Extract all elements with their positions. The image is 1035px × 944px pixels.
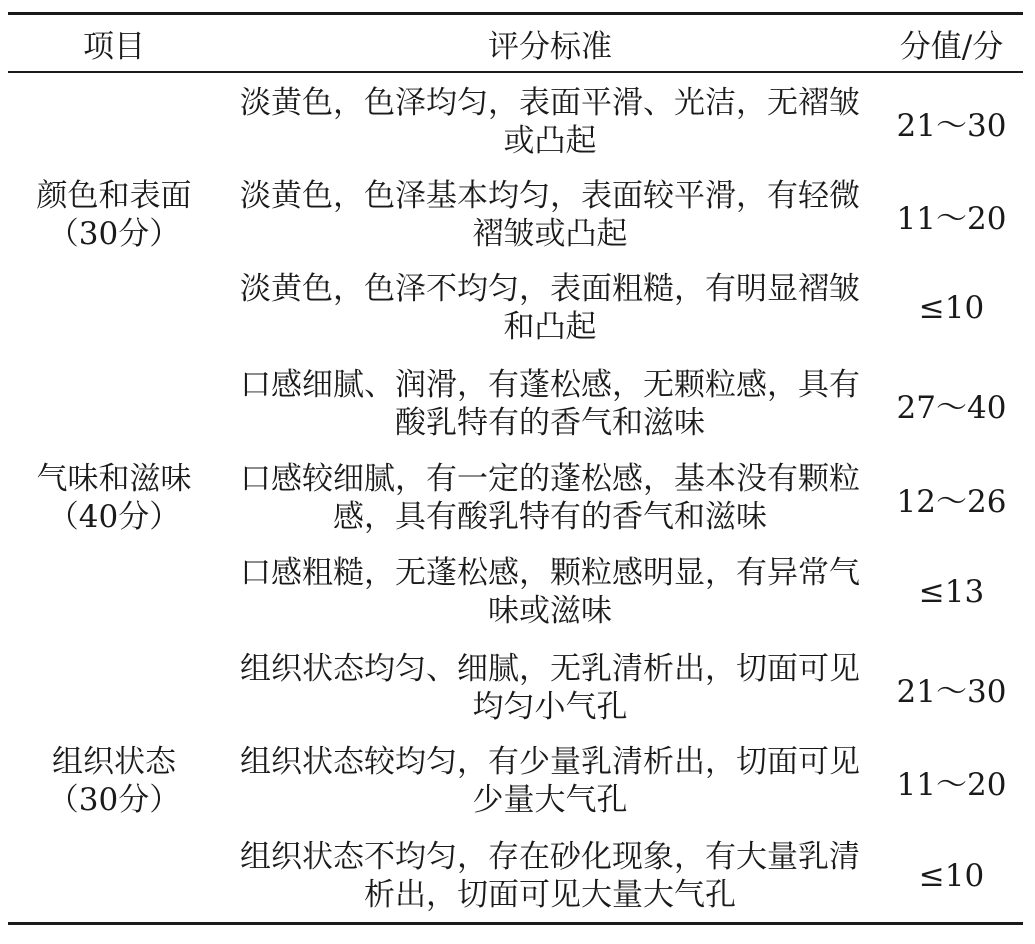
criteria-cell xyxy=(220,552,880,632)
criteria-text: 口感细腻、润滑，有蓬松感，无颗粒感，具有酸乳特有的香气和滋味 xyxy=(240,367,860,441)
criteria-cell xyxy=(220,268,880,348)
group-points: （30分） xyxy=(47,781,181,818)
score-cell: 12～26 xyxy=(896,483,1007,520)
group-name: 组织状态 xyxy=(52,743,176,780)
criteria-text: 组织状态不均匀，存在砂化现象，有大量乳清析出，切面可见大量大气孔 xyxy=(240,839,860,913)
criteria-cell xyxy=(220,836,880,916)
criteria-text: 口感粗糙，无蓬松感，颗粒感明显，有异常气味或滋味 xyxy=(240,555,860,629)
group-points: （30分） xyxy=(47,215,181,252)
group-label-texture xyxy=(8,639,220,922)
group-name: 气味和滋味 xyxy=(36,460,192,497)
score-cell: ≤10 xyxy=(918,290,985,326)
criteria-text: 组织状态均匀、细腻，无乳清析出，切面可见均匀小气孔 xyxy=(240,651,860,725)
criteria-cell xyxy=(220,648,880,728)
score-cell: ≤10 xyxy=(918,858,985,894)
table-bottom-rule xyxy=(8,922,1023,925)
criteria-cell xyxy=(220,364,880,444)
criteria-cell xyxy=(220,175,880,255)
header-item: 项目 xyxy=(83,28,145,65)
header-score: 分值/分 xyxy=(899,28,1004,65)
header-criteria: 评分标准 xyxy=(488,28,612,65)
score-cell: 21～30 xyxy=(896,107,1007,144)
score-cell: 27～40 xyxy=(896,389,1007,426)
group-points: （40分） xyxy=(47,498,181,535)
criteria-text: 淡黄色，色泽基本均匀，表面较平滑，有轻微褶皱或凸起 xyxy=(240,178,860,252)
criteria-cell xyxy=(220,82,880,162)
score-cell: 21～30 xyxy=(896,673,1007,710)
group-label-odor-taste xyxy=(8,356,220,639)
criteria-cell xyxy=(220,458,880,538)
score-cell: ≤13 xyxy=(918,574,985,610)
score-cell: 11～20 xyxy=(896,200,1007,237)
group-label-color-surface xyxy=(8,73,220,356)
criteria-text: 淡黄色，色泽不均匀，表面粗糙，有明显褶皱和凸起 xyxy=(240,271,860,345)
group-name: 颜色和表面 xyxy=(36,177,192,214)
score-cell: 11～20 xyxy=(896,766,1007,803)
criteria-text: 组织状态较均匀，有少量乳清析出，切面可见少量大气孔 xyxy=(240,744,860,818)
criteria-text: 淡黄色，色泽均匀，表面平滑、光洁，无褶皱或凸起 xyxy=(240,85,860,159)
criteria-cell xyxy=(220,741,880,821)
criteria-text: 口感较细腻，有一定的蓬松感，基本没有颗粒感，具有酸乳特有的香气和滋味 xyxy=(240,461,860,535)
